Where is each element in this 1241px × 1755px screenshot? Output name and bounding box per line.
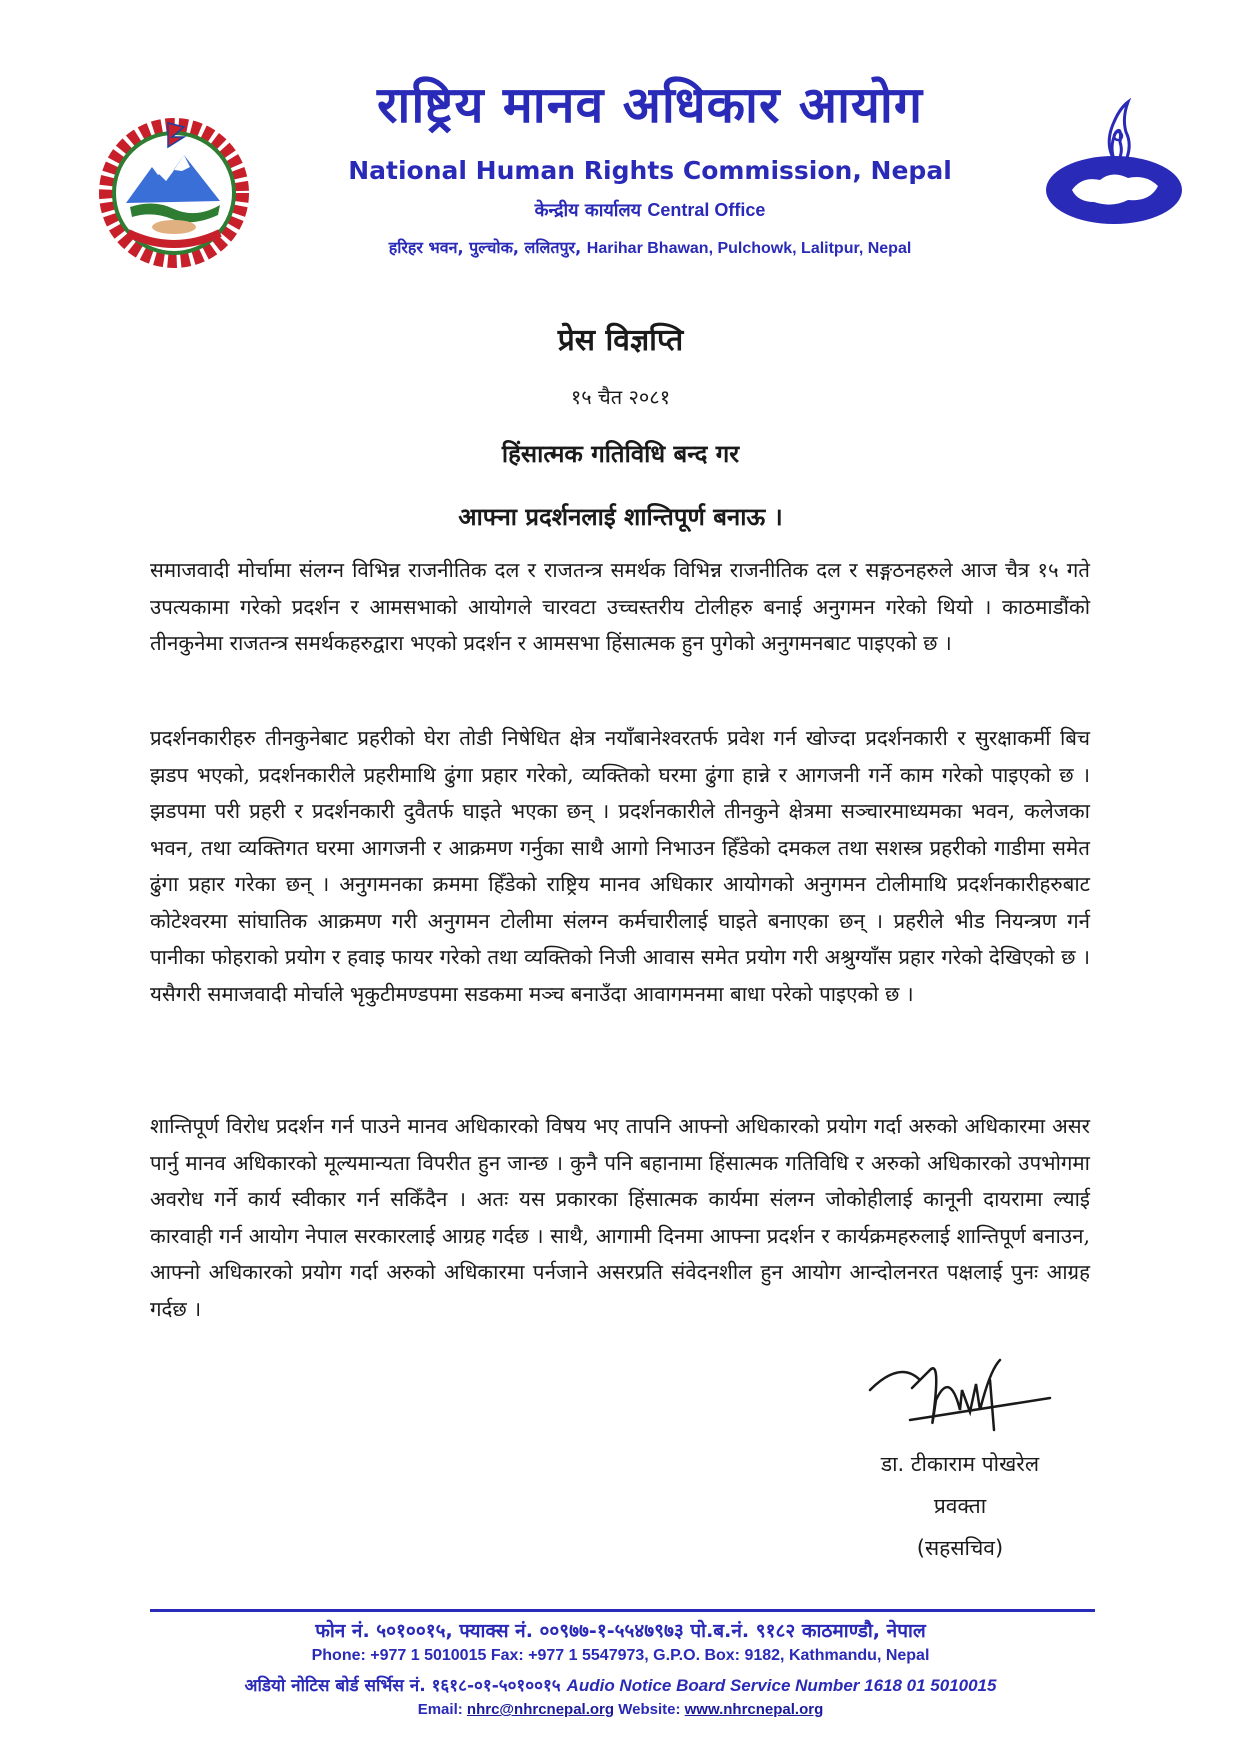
address-nepali: हरिहर भवन, पुल्चोक, ललितपुर, xyxy=(388,238,582,257)
org-name-nepali: राष्ट्रिय मानव अधिकार आयोग xyxy=(376,76,924,134)
website-link[interactable]: www.nhrcnepal.org xyxy=(684,1701,824,1718)
footer-contact-english: Phone: +977 1 5010015 Fax: +977 1 5547973, G.P.O. Box: 9182, Kathmandu, Nepal xyxy=(311,1647,930,1664)
nepal-emblem xyxy=(92,115,257,270)
footer-divider xyxy=(150,1609,1095,1612)
footer-email-web xyxy=(0,1701,1241,1718)
signatory-name: डा. टीकाराम पोखरेल xyxy=(880,1452,1040,1476)
audio-notice-nepali: अडियो नोटिस बोर्ड सर्भिस नं. १६१८-०१-५०१००१५ xyxy=(244,1676,561,1696)
office-english: Central Office xyxy=(647,200,766,220)
release-date: १५ चैत २०८१ xyxy=(570,385,671,409)
signatory-title: प्रवक्ता xyxy=(933,1494,987,1518)
headline-line-2: आफ्ना प्रदर्शनलाई शान्तिपूर्ण बनाऊ । xyxy=(458,503,783,531)
audio-notice-english: Audio Notice Board Service Number 1618 01 5010015 xyxy=(566,1676,997,1695)
signatory-rank: (सहसचिव) xyxy=(916,1536,1004,1560)
page-title: प्रेस विज्ञप्ति xyxy=(557,323,684,358)
headline-line-1: हिंसात्मक गतिविधि बन्द गर xyxy=(501,440,740,468)
footer-audio-notice xyxy=(0,1673,1241,1696)
body-paragraph-3: शान्तिपूर्ण विरोध प्रदर्शन गर्न पाउने मानव अधिकारको विषय भए तापनि आफ्नो अधिकारको प्रयोग गर्दा अरुको अधिकारमा असर पार्नु मानव अधिकारको मूल्यमान्यता विपरीत हुन जान्छ । कुनै पनि बहानामा हिंसात्मक गतिविधि र अरुको अधिकारको उपभोगमा अवरोध गर्ने कार्य स्वीकार गर्न सकिँदैन । अतः यस प्रकारका हिंसात्मक कार्यमा संलग्न जोकोहीलाई कानूनी दायरामा ल्याई कारवाही गर्न आयोग नेपाल सरकारलाई आग्रह गर्दछ । साथै, आगामी दिनमा आफ्ना प्रदर्शन र कार्यक्रमहरुलाई शान्तिपूर्ण बनाउन, आफ्नो अधिकारको प्रयोग गर्दा अरुको अधिकारमा पर्नजाने असरप्रति संवेदनशील हुन आयोग आन्दोलनरत पक्षलाई पुनः आग्रह गर्दछ । xyxy=(150,1114,1090,1321)
signature-icon xyxy=(850,1350,1070,1450)
address-english: Harihar Bhawan, Pulchowk, Lalitpur, Nepal xyxy=(586,240,912,257)
address-line xyxy=(300,236,1000,258)
org-name-english: National Human Rights Commission, Nepal xyxy=(348,156,952,185)
nhrc-logo xyxy=(1042,98,1187,228)
email-label: Email: xyxy=(417,1701,463,1718)
body-paragraph-2: प्रदर्शनकारीहरु तीनकुनेबाट प्रहरीको घेरा तोडी निषेधित क्षेत्र नयाँबानेश्वरतर्फ प्रवेश गर्न खोज्दा प्रदर्शनकारी र सुरक्षाकर्मी बिच झडप भएको, प्रदर्शनकारीले प्रहरीमाथि ढुंगा प्रहार गरेको, व्यक्तिको घरमा ढुंगा हान्ने र आगजनी गर्ने काम गरेको पाइएको छ । झडपमा परी प्रहरी र प्रदर्शनकारी दुवैतर्फ घाइते भएका छन् । प्रदर्शनकारीले तीनकुने क्षेत्रमा सञ्चारमाध्यमका भवन, कलेजका भवन, तथा व्यक्तिगत घरमा आगजनी र आक्रमण गर्नुका साथै आगो निभाउन हिँडेको दमकल तथा सशस्त्र प्रहरीको गाडीमा समेत ढुंगा प्रहार गरेका छन् । अनुगमनका क्रममा हिँडेको राष्ट्रिय मानव अधिकार आयोगको अनुगमन टोलीमाथि प्रदर्शनकारीहरुबाट कोटेश्वरमा सांघातिक आक्रमण गरी अनुगमन टोलीमा संलग्न कर्मचारीलाई घाइते बनाएका छन् । प्रहरीले भीड नियन्त्रण गर्न पानीका फोहराको प्रयोग र हवाइ फायर गरेको तथा व्यक्तिको निजी आवास समेत प्रयोग गरी अश्रुग्याँस प्रहार गरेको देखिएको छ । यसैगरी समाजवादी मोर्चाले भृकुटीमण्डपमा सडकमा मञ्च बनाउँदा आवागमनमा बाधा परेको पाइएको छ । xyxy=(150,726,1090,1006)
footer-contact-nepali: फोन नं. ५०१००१५, फ्याक्स नं. ००९७७-१-५५४७९७३ पो.ब.नं. ९१८२ काठमाण्डौ, नेपाल xyxy=(315,1620,926,1642)
office-line xyxy=(300,198,1000,222)
email-link[interactable]: nhrc@nhrcnepal.org xyxy=(466,1701,615,1718)
office-nepali: केन्द्रीय कार्यालय xyxy=(534,200,642,221)
body-paragraph-1: समाजवादी मोर्चामा संलग्न विभिन्न राजनीतिक दल र राजतन्त्र समर्थक विभिन्न राजनीतिक दल र सङ्गठनहरुले आज चैत्र १५ गते उपत्यकामा गरेको प्रदर्शन र आमसभाको आयोगले चारवटा उच्चस्तरीय टोलीहरु बनाई अनुगमन गरेको थियो । काठमाडौंको तीनकुनेमा राजतन्त्र समर्थकहरुद्वारा भएको प्रदर्शन र आमसभा हिंसात्मक हुन पुगेको अनुगमनबाट पाइएको छ । xyxy=(150,558,1090,655)
website-label: Website: xyxy=(618,1701,681,1718)
